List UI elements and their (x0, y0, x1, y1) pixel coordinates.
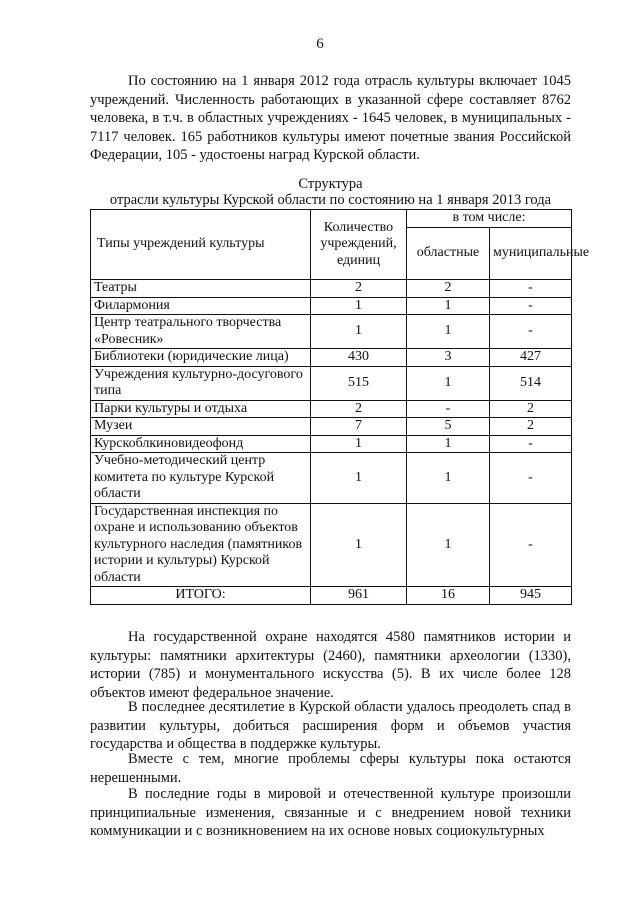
municipal-cell: 427 (490, 349, 572, 367)
header-regional: областные (407, 228, 490, 280)
institution-type-cell: Центр театрального творчества «Ровесник» (91, 315, 311, 349)
total-count: 961 (311, 587, 407, 605)
paragraph-problems: Вместе с тем, многие проблемы сферы культуры пока остаются нерешенными. (90, 751, 571, 786)
table-row (91, 280, 572, 298)
institution-type-cell: Филармония (91, 297, 311, 315)
table-row (91, 418, 572, 436)
count-cell: 1 (311, 315, 407, 349)
count-cell: 430 (311, 349, 407, 367)
table-row (91, 297, 572, 315)
header-count: Количество учреждений, единиц (311, 210, 407, 280)
municipal-cell: - (490, 280, 572, 298)
regional-cell: 1 (407, 366, 490, 400)
table-row (91, 349, 572, 367)
municipal-cell: - (490, 297, 572, 315)
institution-type-cell: Учебно-методический центр комитета по культуре Курской области (91, 453, 311, 504)
page-number: 6 (316, 36, 324, 52)
table-row (91, 315, 572, 349)
regional-cell: 5 (407, 418, 490, 436)
header-institution-type: Типы учреждений культуры (91, 210, 311, 280)
institution-type-cell: Музеи (91, 418, 311, 436)
count-cell: 1 (311, 453, 407, 504)
municipal-cell: - (490, 435, 572, 453)
regional-cell: 1 (407, 453, 490, 504)
table-row (91, 503, 572, 587)
regional-cell: 3 (407, 349, 490, 367)
total-regional: 16 (407, 587, 490, 605)
culture-structure-table (90, 209, 590, 605)
count-cell: 7 (311, 418, 407, 436)
count-cell: 515 (311, 366, 407, 400)
institution-type-cell: Театры (91, 280, 311, 298)
regional-cell: 2 (407, 280, 490, 298)
regional-cell: 1 (407, 315, 490, 349)
regional-cell: 1 (407, 503, 490, 587)
table-row (91, 435, 572, 453)
municipal-cell: 2 (490, 400, 572, 418)
table-row (91, 453, 572, 504)
regional-cell: - (407, 400, 490, 418)
institution-type-cell: Парки культуры и отдыха (91, 400, 311, 418)
table-title: Структура (298, 176, 363, 192)
municipal-cell: - (490, 315, 572, 349)
total-municipal: 945 (490, 587, 572, 605)
regional-cell: 1 (407, 297, 490, 315)
count-cell: 1 (311, 297, 407, 315)
institution-type-cell: Библиотеки (юридические лица) (91, 349, 311, 367)
total-label: ИТОГО: (91, 587, 311, 605)
table-row (91, 400, 572, 418)
total-row (91, 587, 572, 605)
institution-type-cell: Государственная инспекция по охране и использованию объектов культурного наследия (памятников истории и культуры) Курской области (91, 503, 311, 587)
table-subtitle: отрасли культуры Курской области по состоянию на 1 января 2013 года (109, 192, 552, 208)
institution-type-cell: Курскоблкиновидеофонд (91, 435, 311, 453)
intro-paragraph: По состоянию на 1 января 2012 года отрасль культуры включает 1045 учреждений. Численность работающих в указанной сфере составляет 8762 человека, в т.ч. в областных учреждениях - 1645 человек, в муниципальных - 7117 человек. 165 работников культуры имеют почетные звания Российской Федерации, 105 - удостоены наград Курской области. (90, 73, 571, 163)
regional-cell: 1 (407, 435, 490, 453)
municipal-cell: 514 (490, 366, 572, 400)
municipal-cell: 2 (490, 418, 572, 436)
table-row (91, 366, 572, 400)
count-cell: 1 (311, 503, 407, 587)
institution-type-cell: Учреждения культурно-досугового типа (91, 366, 311, 400)
count-cell: 2 (311, 400, 407, 418)
municipal-cell: - (490, 503, 572, 587)
municipal-cell: - (490, 453, 572, 504)
header-municipal: муниципальные (490, 228, 572, 280)
paragraph-changes: В последние годы в мировой и отечественной культуре произошли принципиальные изменения, связанные и с внедрением новой техники коммуникации и с возникновением на их основе новых социокультурных (90, 786, 571, 839)
paragraph-decade: В последнее десятилетие в Курской области удалось преодолеть спад в развитии культуры, добиться расширения форм и объемов участия государства и общества в поддержке культуры. (90, 699, 571, 752)
header-including: в том числе: (407, 210, 572, 228)
count-cell: 1 (311, 435, 407, 453)
count-cell: 2 (311, 280, 407, 298)
paragraph-monuments: На государственной охране находятся 4580 памятников истории и культуры: памятники архитектуры (2460), памятники археологии (1330), истории (785) и монументального искусства (5). В их числе более 128 объектов имеют федеральное значение. (90, 629, 571, 701)
